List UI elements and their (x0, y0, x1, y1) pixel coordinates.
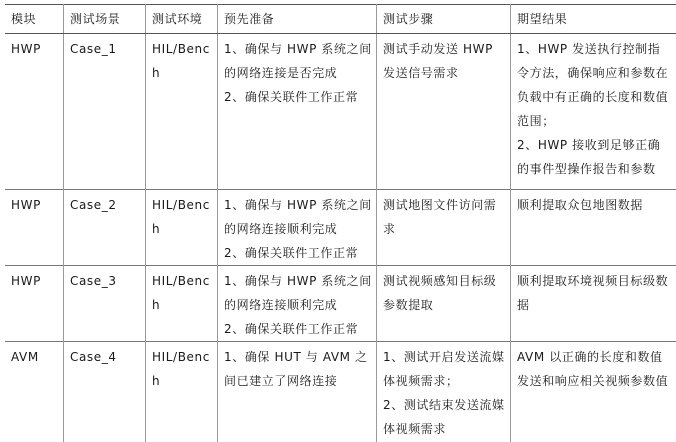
table-header (5, 5, 676, 34)
cell-steps: 测试地图文件访问需求 (377, 190, 511, 266)
cell-module: AVM (5, 342, 64, 442)
cell-steps: 测试手动发送 HWP 发送信号需求 (377, 34, 511, 190)
header-expected: 期望结果 (511, 5, 676, 34)
cell-preparation: 1、确保 HUT 与 AVM 之间已建立了网络连接 (218, 342, 377, 442)
cell-steps: 1、测试开启发送流媒体视频需求； 2、测试结束发送流媒体视频需求 (377, 342, 511, 442)
table-row (5, 190, 676, 266)
cell-preparation: 1、确保与 HWP 系统之间的网络连接是否完成 2、确保关联件工作正常 (218, 34, 377, 190)
cell-module: HWP (5, 34, 64, 190)
cell-environment: HIL/Bench (146, 266, 218, 342)
table-body (5, 34, 676, 442)
cell-expected: 顺利提取众包地图数据 (511, 190, 676, 266)
cell-scenario: Case_4 (64, 342, 146, 442)
cell-module: HWP (5, 266, 64, 342)
cell-expected: 顺利提取环境视频目标级数据 (511, 266, 676, 342)
cell-preparation: 1、确保与 HWP 系统之间的网络连接顺利完成 2、确保关联件工作正常 (218, 266, 377, 342)
header-row (5, 5, 676, 34)
header-preparation: 预先准备 (218, 5, 377, 34)
header-scenario: 测试场景 (64, 5, 146, 34)
cell-scenario: Case_3 (64, 266, 146, 342)
header-steps: 测试步骤 (377, 5, 511, 34)
cell-preparation: 1、确保与 HWP 系统之间的网络连接顺利完成 2、确保关联件工作正常 (218, 190, 377, 266)
cell-expected: AVM 以正确的长度和数值发送和响应相关视频参数值 (511, 342, 676, 442)
cell-scenario: Case_1 (64, 34, 146, 190)
cell-expected: 1、HWP 发送执行控制指令方法，确保响应和参数在负载中有正确的长度和数值范围； 2、HWP 接收到足够正确的事件型操作报告和参数 (511, 34, 676, 190)
cell-steps: 测试视频感知目标级参数提取 (377, 266, 511, 342)
header-module: 模块 (5, 5, 64, 34)
cell-environment: HIL/Bench (146, 34, 218, 190)
cell-module: HWP (5, 190, 64, 266)
test-case-table (5, 4, 676, 442)
table-row (5, 34, 676, 190)
cell-environment: HIL/Bench (146, 342, 218, 442)
cell-environment: HIL/Bench (146, 190, 218, 266)
cell-scenario: Case_2 (64, 190, 146, 266)
table-row (5, 342, 676, 442)
header-environment: 测试环境 (146, 5, 218, 34)
table-row (5, 266, 676, 342)
